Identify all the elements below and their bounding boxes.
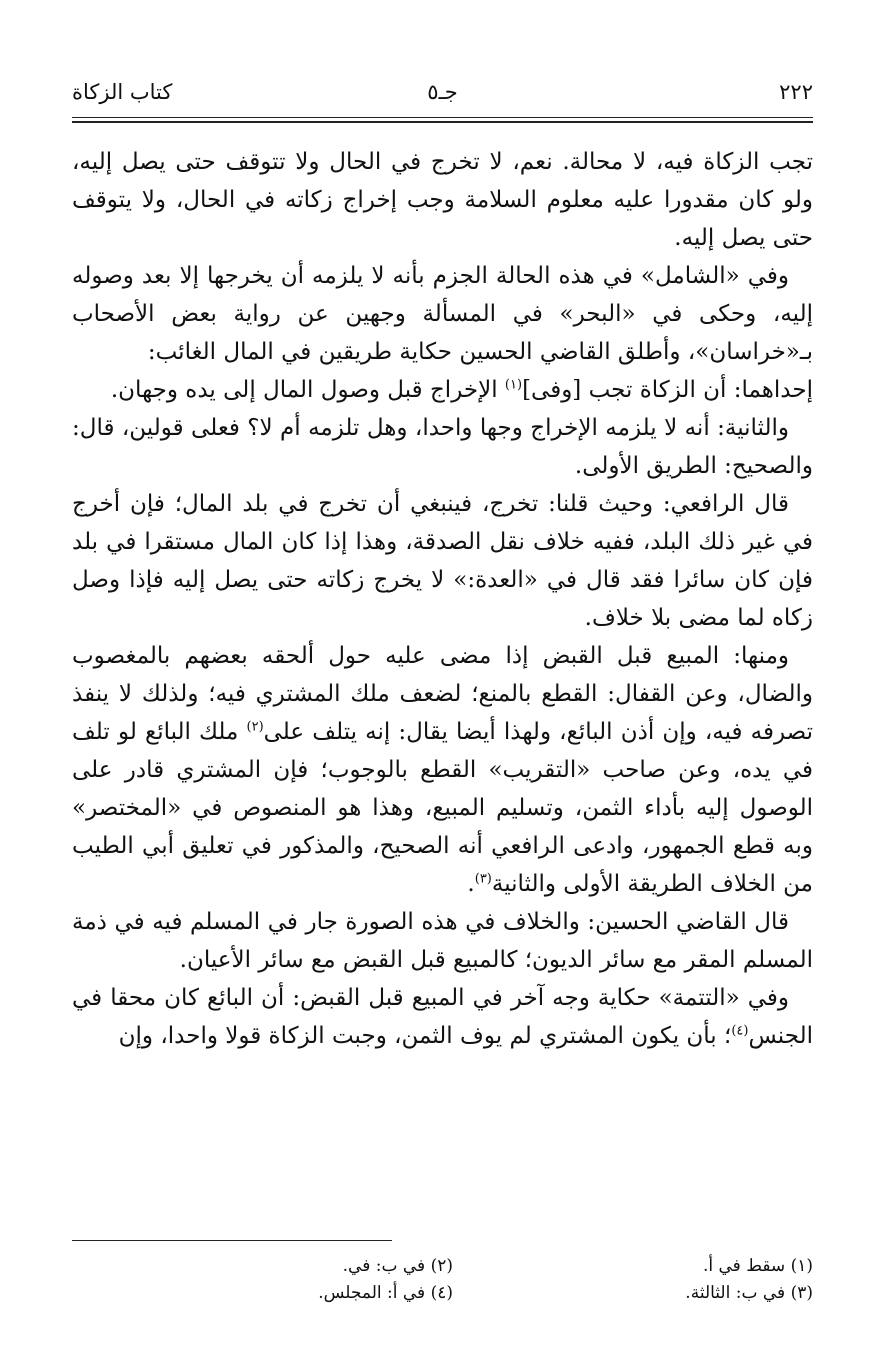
footnote: (١) سقط في أ. — [702, 1256, 813, 1276]
footnotes — [72, 1253, 813, 1307]
header-rule-thin — [72, 117, 813, 118]
paragraph-text: . — [467, 871, 475, 897]
paragraph: قال القاضي الحسين: والخلاف في هذه الصورة جار في المسلم فيه في ذمة المسلم المقر مع سائر الديون؛ كالمبيع قبل القبض مع سائر الأعيان. — [72, 909, 813, 973]
volume-label: جـ٥ — [427, 80, 458, 104]
paragraph: تجب الزكاة فيه، لا محالة. نعم، لا تخرج في الحال ولا تتوقف حتى يصل إليه، ولو كان مقدورا عليه معلوم السلامة وجب إخراج زكاته في الحال، ولا يتوقف حتى يصل إليه. — [72, 149, 813, 251]
book-title: كتاب الزكاة — [72, 80, 173, 104]
footnote: (٢) في ب: في. — [342, 1256, 453, 1276]
paragraph-text: ملك البائع لو تلف في يده، وعن صاحب «التقريب» القطع بالوجوب؛ فإن المشتري قادر على الوصول إليه بأداء الثمن، وتسليم المبيع، وهذا هو المنصوص في «المختصر» وبه قطع الجمهور، وادعى الرافعي أنه الصحيح، والمذكور في تعليق أبي الطيب من الخلاف الطريقة الأولى والثانية — [72, 719, 813, 897]
paragraph: قال الرافعي: وحيث قلنا: تخرج، فينبغي أن تخرج في بلد المال؛ فإن أخرج في غير ذلك البلد، ففيه خلاف نقل الصدقة، وهذا إذا كان المال مستقرا في بلد فإن كان سائرا فقد قال في «العدة:» لا يخرج زكاته حتى يصل إليه فإذا وصل زكاه لما مضى بلا خلاف. — [72, 491, 813, 631]
footnote-marker: (٣) — [474, 871, 492, 887]
paragraph: وفي «الشامل» في هذه الحالة الجزم بأنه لا يلزمه أن يخرجها إلا بعد وصوله إليه، وحكى في «البحر» في المسألة وجهين عن رواية بعض الأصحاب بـ«خراسان»، وأطلق القاضي الحسين حكاية طريقين في المال الغائب: — [72, 263, 813, 365]
footnote-marker: (٤) — [731, 1023, 749, 1039]
paragraph-text: إحداهما: أن الزكاة تجب [وفى] — [522, 377, 813, 403]
paragraph — [72, 979, 813, 1055]
paragraph — [72, 637, 813, 903]
header-rule-thick — [72, 121, 813, 123]
paragraph-text: وفي «التتمة» حكاية وجه آخر في المبيع قبل القبض: أن البائع كان محقا في الجنس — [72, 985, 813, 1049]
paragraph: والثانية: أنه لا يلزمه الإخراج وجها واحدا، وهل تلزمه أم لا؟ فعلى قولين، قال: والصحيح: الطريق الأولى. — [72, 415, 813, 479]
paragraph-text: ومنها: المبيع قبل القبض إذا مضى عليه حول ألحقه بعضهم بالمغصوب والضال، وعن القفال: القطع بالمنع؛ لضعف ملك المشتري فيه؛ ولذلك لا ينفذ تصرفه فيه، وإن أذن البائع، ولهذا أيضا يقال: إنه يتلف على — [72, 643, 814, 745]
paragraph-text: الإخراج قبل وصول المال إلى يده وجهان. — [110, 377, 505, 403]
paragraph — [72, 371, 813, 409]
page-number: ٢٢٢ — [779, 80, 813, 104]
footnote-row — [72, 1280, 813, 1307]
footnote: (٤) في أ: المجلس. — [318, 1283, 453, 1303]
footnote-marker: (١) — [504, 377, 523, 393]
footnote-separator — [72, 1240, 392, 1241]
footnote-row — [72, 1253, 813, 1280]
running-header — [72, 80, 813, 116]
paragraph-text: ؛ بأن يكون المشتري لم يوف الثمن، وجبت الزكاة قولا واحدا، وإن — [118, 1023, 732, 1049]
footnote: (٣) في ب: الثالثة. — [685, 1283, 813, 1303]
footnote-marker: (٢) — [246, 719, 264, 735]
main-text — [72, 143, 813, 1055]
